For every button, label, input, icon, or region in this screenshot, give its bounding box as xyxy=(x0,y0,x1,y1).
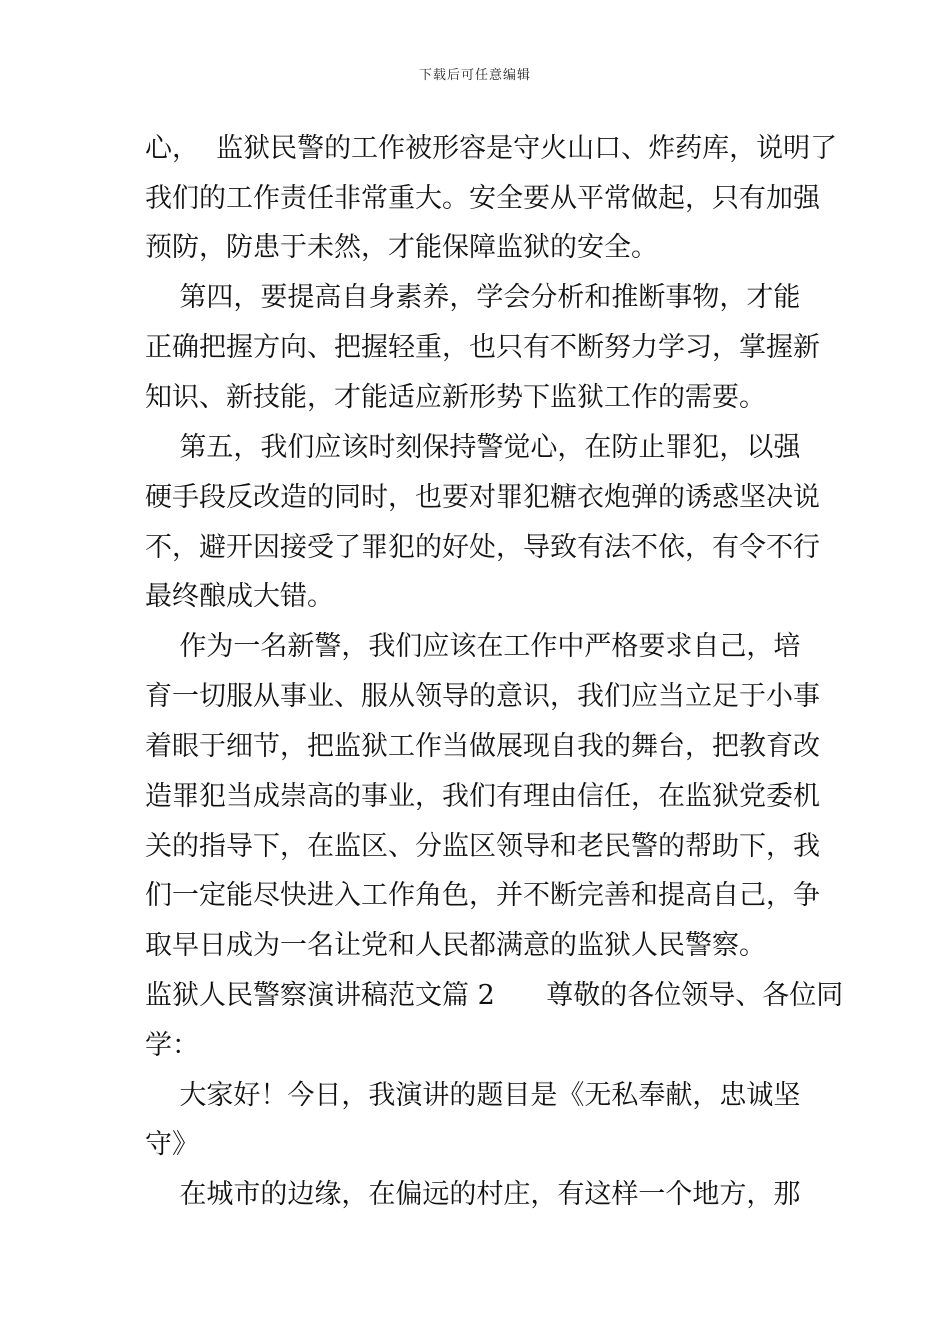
text-line: 育一切服从事业、服从领导的意识，我们应当立足于小事 xyxy=(145,681,820,712)
text-line: 守》 xyxy=(145,1129,199,1160)
text-line: 造罪犯当成崇高的事业，我们有理由信任，在监狱党委机 xyxy=(145,781,820,812)
text-line: 预防，防患于未然，才能保障监狱的安全。 xyxy=(145,232,658,263)
text-line: 大家好！今日，我演讲的题目是《无私奉献，忠诚坚 xyxy=(145,1080,801,1111)
page-header: 下载后可任意编辑 xyxy=(418,68,531,83)
text-line: 第五，我们应该时刻保持警觉心，在防止罪犯，以强 xyxy=(145,432,801,463)
text-line: 学： xyxy=(145,1030,199,1061)
text-line: 正确把握方向、把握轻重，也只有不断努力学习，掌握新 xyxy=(145,332,820,363)
text-line: 作为一名新警，我们应该在工作中严格要求自己，培 xyxy=(145,631,801,662)
text-line: 着眼于细节，把监狱工作当做展现自我的舞台，把教育改 xyxy=(145,731,820,762)
text-line: 知识、新技能，才能适应新形势下监狱工作的需要。 xyxy=(145,382,766,413)
text-line: 们一定能尽快进入工作角色，并不断完善和提高自己，争 xyxy=(145,880,820,911)
text-line: 最终酿成大错。 xyxy=(145,581,334,612)
text-line: 第四，要提高自身素养，学会分析和推断事物，才能 xyxy=(145,282,801,313)
text-line: 取早日成为一名让党和人民都满意的监狱人民警察。 xyxy=(145,930,766,961)
text-line: 在城市的边缘，在偏远的村庄，有这样一个地方，那 xyxy=(145,1179,801,1210)
text-line: 我们的工作责任非常重大。安全要从平常做起，只有加强 xyxy=(145,183,820,214)
text-line: 硬手段反改造的同时，也要对罪犯糖衣炮弹的诱惑坚决说 xyxy=(145,482,820,513)
section-heading-line: 监狱人民警察演讲稿范文篇 2 尊敬的各位领导、各位同 xyxy=(145,980,844,1011)
text-line: 关的指导下，在监区、分监区领导和老民警的帮助下，我 xyxy=(145,831,820,862)
text-line: 心， 监狱民警的工作被形容是守火山口、炸药库，说明了 xyxy=(145,133,838,164)
text-line: 不，避开因接受了罪犯的好处，导致有法不依，有令不行 xyxy=(145,532,820,563)
